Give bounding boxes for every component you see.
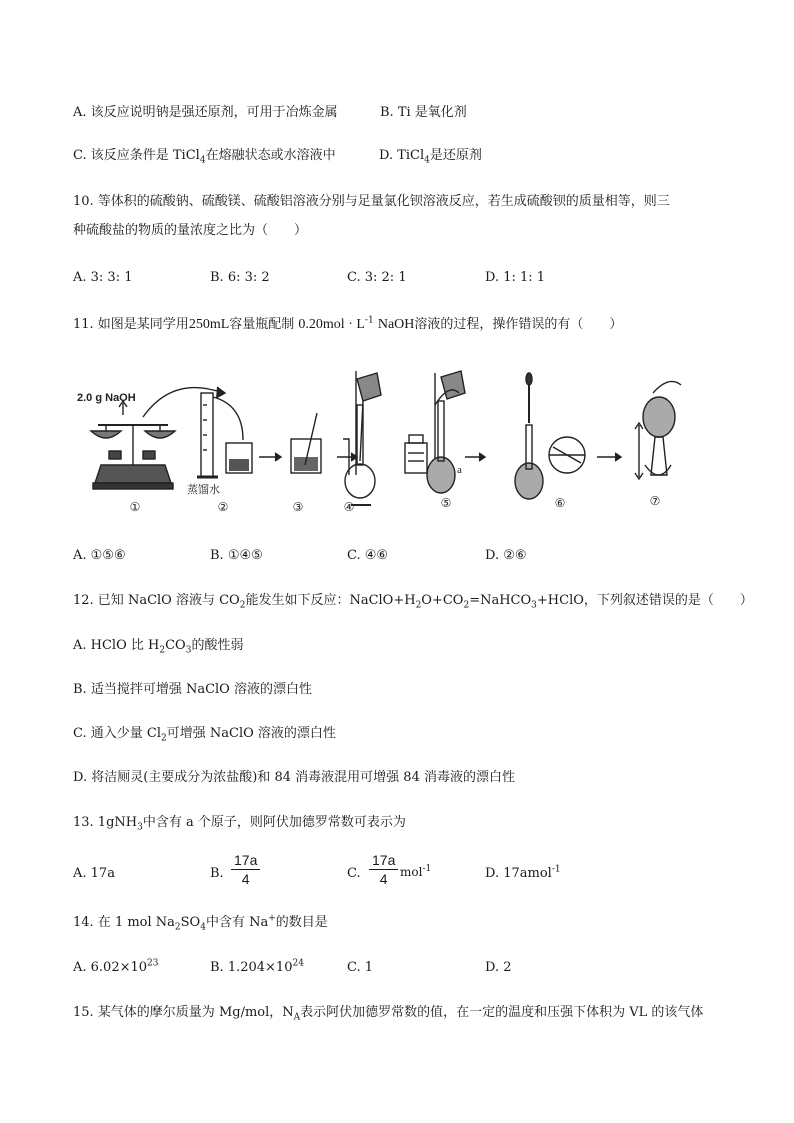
- q14-option-a: A. $6.02\times 10^{23}$: [73, 958, 159, 975]
- q13-option-b-fraction: $\frac{17a}{4}$: [231, 851, 260, 888]
- q11-options: [73, 547, 733, 567]
- step-label-5: ⑤: [440, 496, 452, 510]
- q10-options: [73, 269, 733, 289]
- q12-option-d: D. 将洁厕灵(主要成分为浓盐酸)和 84 消毒液混用可增强 84 消毒液的漂白性: [73, 770, 515, 785]
- q10-stem-line2: 种硫酸盐的物质的量浓度之比为（ ）: [73, 223, 308, 238]
- figure-label-naoh: 2.0 g NaOH: [77, 392, 136, 404]
- q14-option-b: B. $1.204\times 10^{24}$: [210, 958, 304, 975]
- q11-option-a: A. ①⑤⑥: [73, 548, 126, 563]
- figure-label-a: a: [457, 464, 462, 476]
- transfer-flask-icon: [343, 371, 381, 505]
- q13-option-c-label: C.: [347, 866, 361, 881]
- q13-option-c-fraction: $\frac{17a}{4}$: [369, 851, 398, 888]
- figure-label-water: 蒸馏水: [187, 483, 220, 496]
- q9-option-c: C. 该反应条件是 TiCl$_4$在熔融状态或水溶液中: [73, 148, 336, 166]
- q13-option-b-label: B.: [210, 866, 224, 881]
- step-label-6: ⑥: [554, 496, 566, 510]
- q13-option-a: A. 17a: [73, 866, 115, 881]
- q11-option-c: C. ④⑥: [347, 548, 389, 563]
- step-label-3: ③: [292, 500, 304, 514]
- q12-stem: 12. 已知 NaClO 溶液与 $CO_2$能发生如下反应：$NaClO+H_2O+CO_2=NaHCO_3+HClO$，下列叙述错误的是（ ）: [73, 593, 753, 611]
- solution-preparation-figure: [73, 365, 733, 515]
- q14-option-d: D. 2: [485, 960, 512, 975]
- q11-option-b: B. ①④⑤: [210, 548, 263, 563]
- q14-options: [73, 959, 733, 979]
- q11-stem: 11. 如图是某同学用250mL容量瓶配制 $0.20mol \cdot L^{-1}$ NaOH溶液的过程，操作错误的有（ ）: [73, 315, 623, 332]
- invert-shake-icon: [635, 381, 681, 479]
- q13-options: [73, 852, 733, 887]
- q9-option-a: A. 该反应说明钠是强还原剂，可用于冶炼金属: [73, 105, 338, 120]
- q15-stem: 15. 某气体的摩尔质量为 Mg/mol，$N_A$表示阿伏加德罗常数的值，在一定的温度和压强下体积为 VL 的该气体: [73, 1005, 704, 1023]
- q11-option-d: D. ②⑥: [485, 548, 527, 563]
- q10-stem-line1: 10. 等体积的硫酸钠、硫酸镁、硫酸铝溶液分别与足量氯化钡溶液反应，若生成硫酸钡的质量相等，则三: [73, 194, 670, 209]
- q9-options-row1: [73, 104, 733, 124]
- q9-option-d: D. TiCl$_4$是还原剂: [379, 148, 482, 166]
- rinse-flask-icon: [405, 371, 465, 493]
- q14-stem: 14. 在 1 mol $Na_2SO_4$中含有 Na+的数目是: [73, 913, 328, 933]
- q9-option-b: B. Ti 是氧化剂: [380, 105, 467, 120]
- q12-option-b: B. 适当搅拌可增强 NaClO 溶液的漂白性: [73, 682, 312, 697]
- q13-option-d: D. 17amol$^{-1}$: [485, 864, 561, 881]
- q10-option-a: A. 3: 3: 1: [73, 270, 133, 285]
- q13-stem: 13. 1gNH$_3$中含有 a 个原子，则阿伏加德罗常数可表示为: [73, 815, 406, 833]
- q9-options-row2: [73, 147, 733, 167]
- graduated-cylinder-icon: [197, 393, 252, 477]
- step-label-1: ①: [129, 500, 141, 514]
- q10-option-d: D. 1: 1: 1: [485, 270, 546, 285]
- q12-option-a: A. HClO 比 $H_2CO_3$的酸性弱: [73, 638, 244, 656]
- step-label-2: ②: [217, 500, 229, 514]
- beaker-stirring-icon: [291, 413, 321, 473]
- q12-option-c: C. 通入少量 $Cl_2$可增强 NaClO 溶液的漂白性: [73, 726, 336, 744]
- q14-option-c: C. 1: [347, 960, 374, 975]
- q10-option-b: B. 6: 3: 2: [210, 270, 270, 285]
- step-label-7: ⑦: [649, 494, 661, 508]
- step-label-4: ④: [343, 500, 355, 514]
- q10-option-c: C. 3: 2: 1: [347, 270, 407, 285]
- dropper-flask-icon: [515, 373, 585, 499]
- q13-option-c-unit: mol$^{-1}$: [400, 864, 432, 879]
